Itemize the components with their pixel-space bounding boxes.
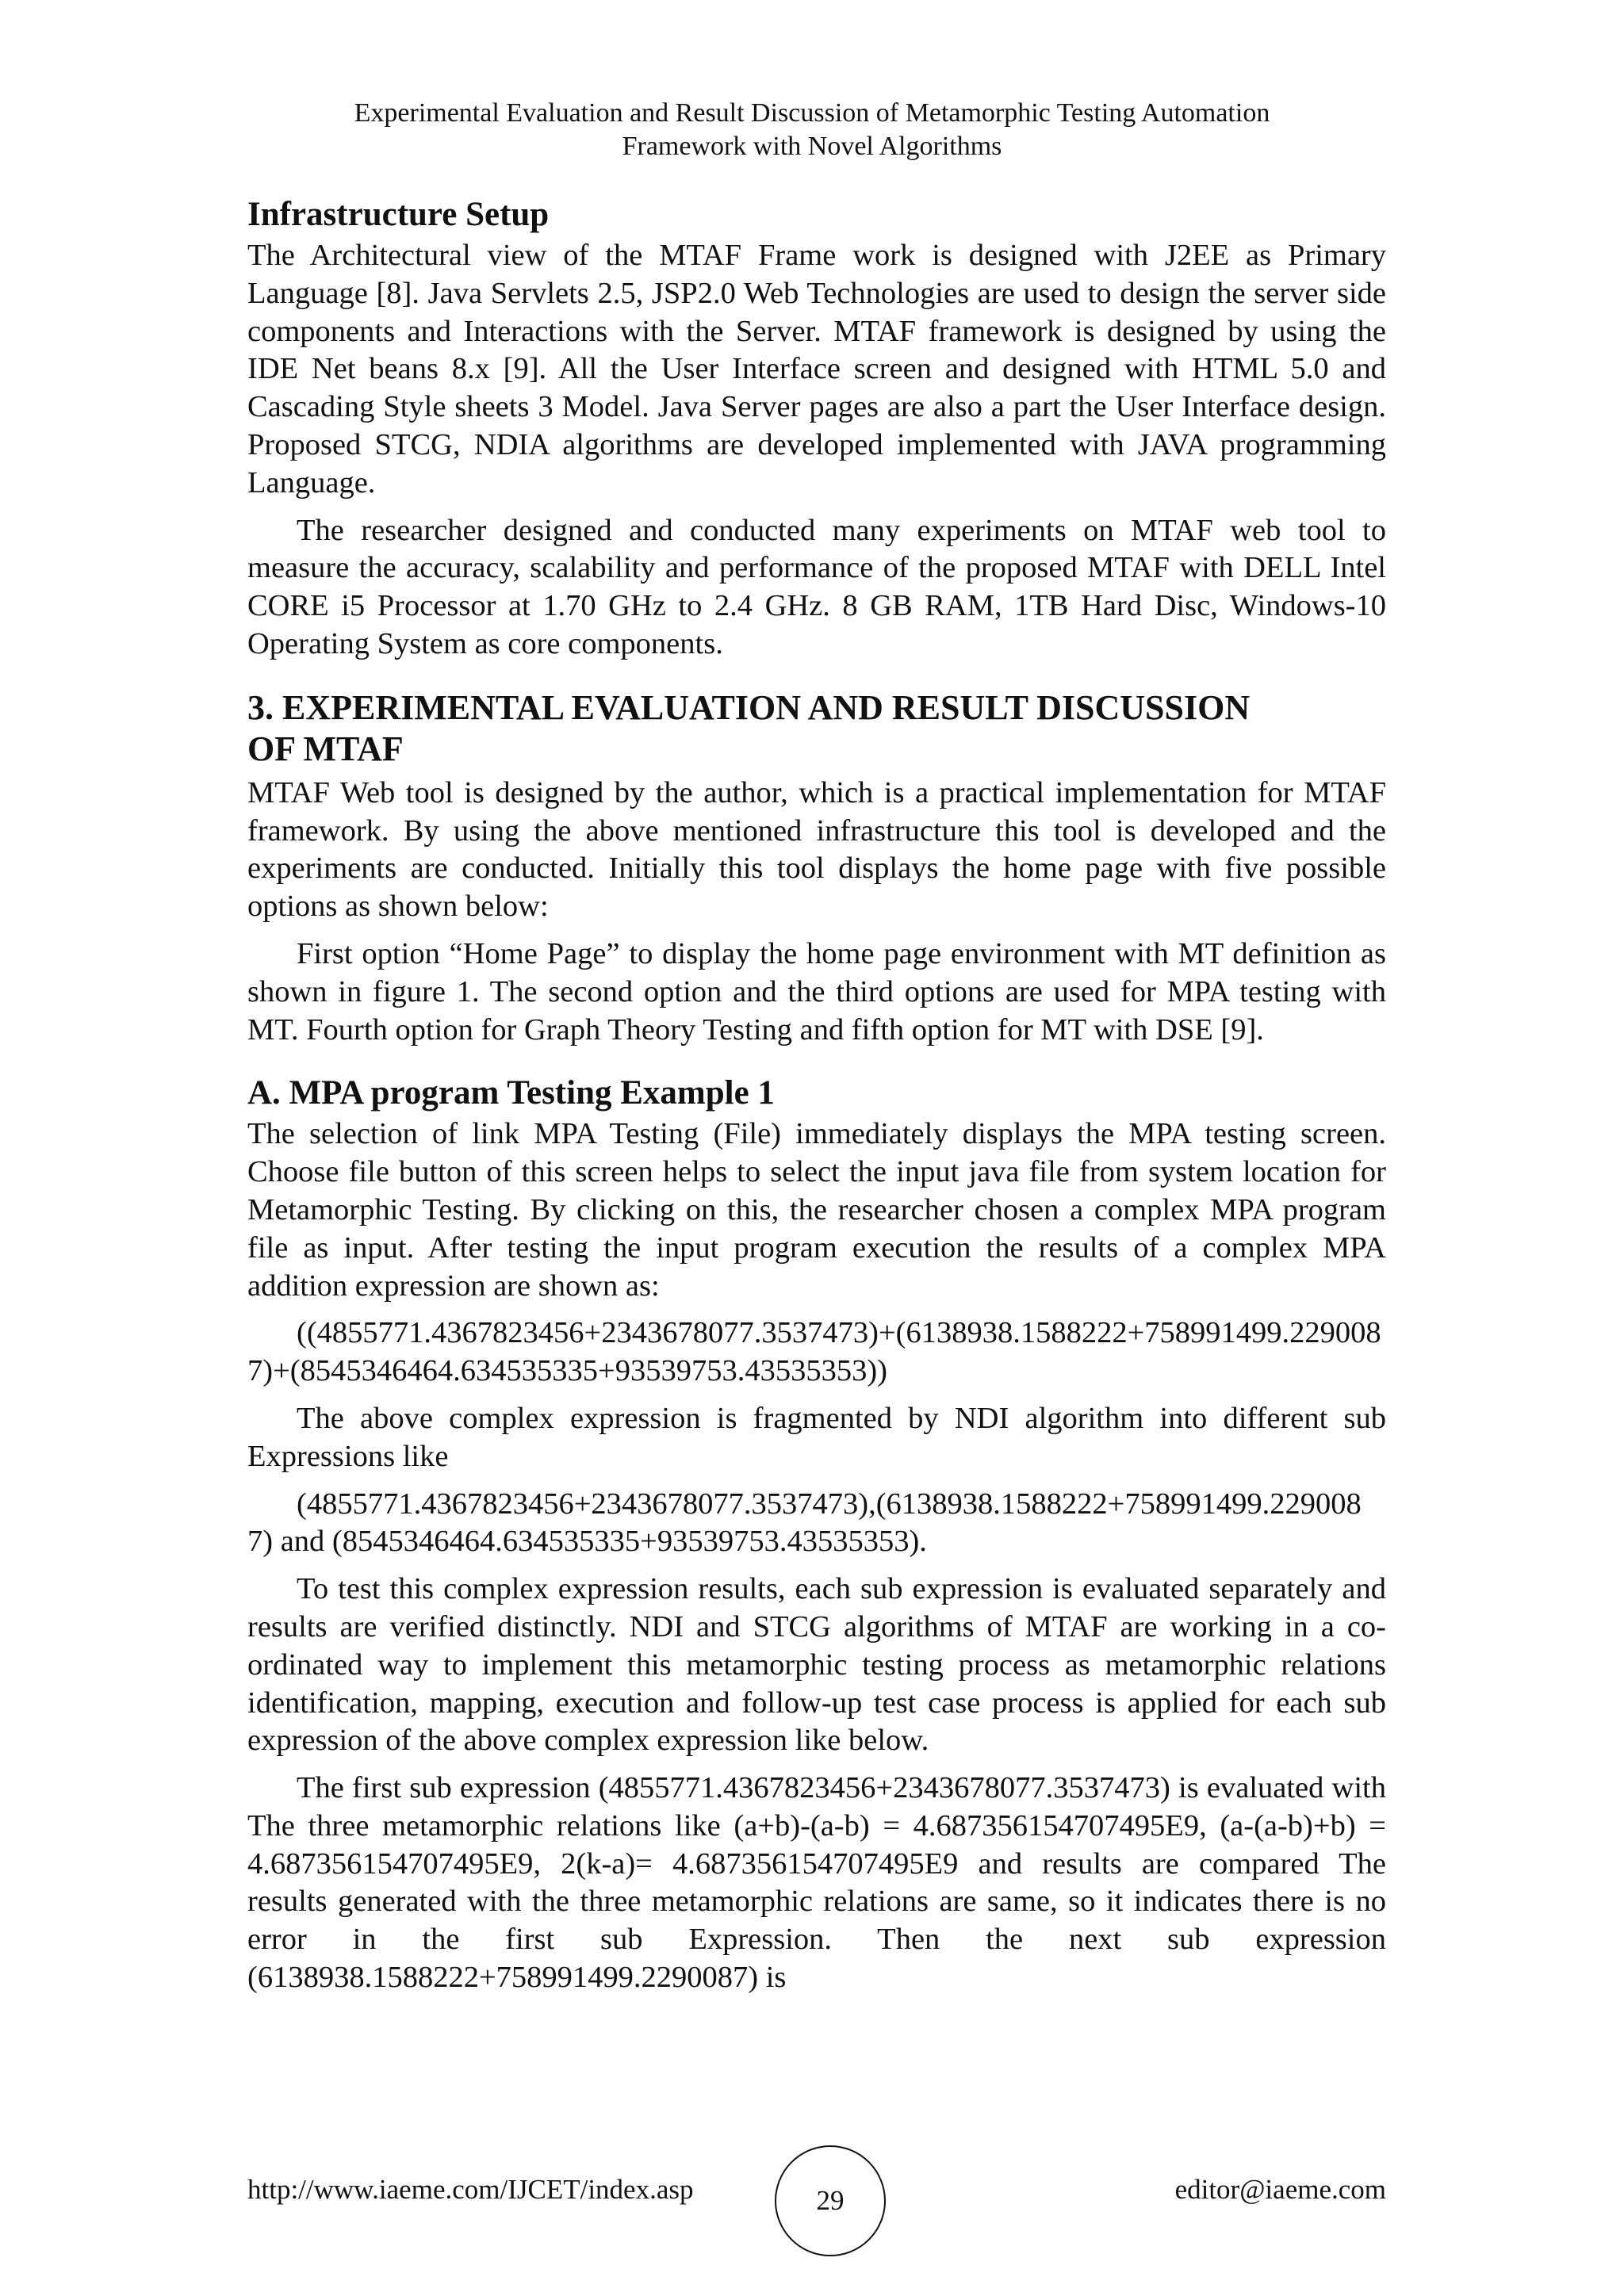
footer-email-link[interactable]: editor@iaeme.com <box>1174 2174 1386 2205</box>
page-footer <box>247 2145 1386 2256</box>
mpa-example-heading: A. MPA program Testing Example 1 <box>247 1074 775 1112</box>
mpa-paragraph-2: The above complex expression is fragmented by NDI algorithm into different sub Expressions like <box>247 1401 1386 1473</box>
infrastructure-paragraph-2: The researcher designed and conducted many experiments on MTAF web tool to measure the accuracy, scalability and performance of the proposed MTAF with DELL Intel CORE i5 Processor at 1.70 GHz to 2.4 GHz. 8 GB RAM, 1TB Hard Disc, Windows-10 Operating System as core components. <box>247 513 1386 660</box>
page-number: 29 <box>816 2185 845 2216</box>
footer-url-link[interactable]: http://www.iaeme.com/IJCET/index.asp <box>247 2174 694 2205</box>
sub-expressions: (4855771.4367823456+2343678077.3537473),(6138938.1588222+758991499.2290087) and (8545346464.634535335+93539753.43535353). <box>247 1487 1362 1559</box>
section-3-heading-line-1: 3. EXPERIMENTAL EVALUATION AND RESULT DISCUSSION <box>247 687 1251 727</box>
running-header <box>0 97 1624 163</box>
infrastructure-paragraph-1: The Architectural view of the MTAF Frame work is designed with J2EE as Primary Language [8]. Java Servlets 2.5, JSP2.0 Web Technologies are used to design the server side components and Interactions with the Server. MTAF framework is designed by using the IDE Net beans 8.x [9]. All the User Interface screen and designed with HTML 5.0 and Cascading Style sheets 3 Model. Java Server pages are also a part the User Interface design. Proposed STCG, NDIA algorithms are developed implemented with JAVA programming Language. <box>247 239 1386 499</box>
section-3-paragraph-2: First option “Home Page” to display the home page environment with MT definition as shown in figure 1. The second option and the third options are used for MPA testing with MT. Fourth option for Graph Theory Testing and fifth option for MT with DSE [9]. <box>247 936 1386 1047</box>
section-3-paragraph-1: MTAF Web tool is designed by the author, which is a practical implementation for MTAF framework. By using the above mentioned infrastructure this tool is developed and the experiments are conducted. Initially this tool displays the home page with five possible options as shown below: <box>247 775 1386 924</box>
page-number-circle <box>775 2145 886 2256</box>
infrastructure-setup-heading: Infrastructure Setup <box>247 196 550 233</box>
mpa-paragraph-4: The first sub expression (4855771.4367823456+2343678077.3537473) is evaluated with The three metamorphic relations like (a+b)-(a-b) = 4.687356154707495E9, (a-(a-b)+b) = 4.687356154707495E9, 2(k-a)= 4.687356154707495E9 and results are compared The results generated with the three metamorphic relations are same, so it indicates there is no error in the first sub Expression. Then the next sub expression (6138938.1588222+758991499.2290087) is <box>247 1771 1386 1995</box>
section-3-heading <box>247 687 1386 770</box>
mpa-paragraph-3: To test this complex expression results, each sub expression is evaluated separately and results are verified distinctly. NDI and STCG algorithms of MTAF are working in a co-ordinated way to implement this metamorphic testing process as metamorphic relations identification, mapping, execution and follow-up test case process is applied for each sub expression of the above complex expression like below. <box>247 1572 1386 1758</box>
running-header-line-1: Experimental Evaluation and Result Discussion of Metamorphic Testing Automation <box>354 98 1270 128</box>
body-content <box>247 194 1386 2007</box>
mpa-paragraph-1: The selection of link MPA Testing (File) immediately displays the MPA testing screen. Choose file button of this screen helps to select the input java file from system location for Metamorphic Testing. By clicking on this, the researcher chosen a complex MPA program file as input. After testing the input program execution the results of a complex MPA addition expression are shown as: <box>247 1117 1386 1303</box>
complex-expression: ((4855771.4367823456+2343678077.3537473)+(6138938.1588222+758991499.2290087)+(8545346464.634535335+93539753.43535353)) <box>247 1316 1381 1388</box>
section-3-heading-line-2: OF MTAF <box>247 729 404 768</box>
running-header-line-2: Framework with Novel Algorithms <box>622 132 1002 161</box>
